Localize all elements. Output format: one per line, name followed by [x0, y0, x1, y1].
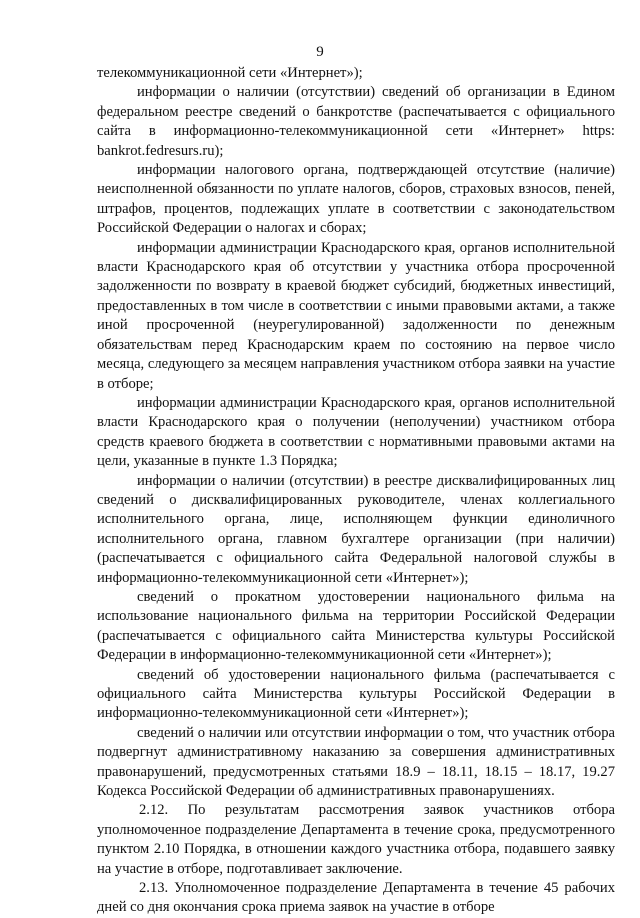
paragraph-bankruptcy-registry: информации о наличии (отсутствии) сведений об организации в Едином федеральном реестре сведений о банкротстве (распечатывается с официального сайта в информационно-телекоммуникационной сети «Интернет» https: bankrot.fedresurs.ru); [97, 84, 615, 159]
page-number: 9 [316, 44, 324, 60]
paragraph-budget-funds: информации администрации Краснодарского края, органов исполнительной власти Краснодарского края о получении (неполучении) участником отбора средств краевого бюджета в соответствии с нормативными правовыми актами на цели, указанные в пункте 1.3 Порядка; [97, 394, 615, 470]
clause-2-12: 2.12. По результатам рассмотрения заявок участников отбора уполномоченное подразделение Департамента в течение срока, предусмотренного пунктом 2.10 Порядка, в отношении каждого участника отбора, подавшего заявку на участие в отборе, подготавливает заключение. [97, 802, 615, 877]
paragraph-overdue-debt: информации администрации Краснодарского края, органов исполнительной власти Краснодарского края об отсутствии у участника отбора просроченной задолженности по возврату в краевой бюджет субсидий, бюджетных инвестиций, предоставленных в том числе в соответствии с иными правовыми актами, а также иной просроченной (неурегулированной) задолженности по денежным обязательствам перед Краснодарским краем по состоянию на первое число месяца, следующего за месяцем направления участником отбора заявки на участие в отборе; [97, 239, 615, 392]
clause-2-13: 2.13. Уполномоченное подразделение Департамента в течение 45 рабочих дней со дня окончания срока приема заявок на участие в отборе [97, 880, 615, 916]
paragraph-tax-authority: информации налогового органа, подтверждающей отсутствие (наличие) неисполненной обязанности по уплате налогов, сборов, страховых взносов, пеней, штрафов, процентов, подлежащих уплате в соответствии с законодательством Российской Федерации о налогах и сборах; [97, 162, 615, 237]
paragraph-national-film-certificate: сведений об удостоверении национального фильма (распечатывается с официального сайта Министерства культуры Российской Федерации в информационно-телекоммуникационной сети «Интернет»); [97, 666, 615, 722]
paragraph-disqualified-persons: информации о наличии (отсутствии) в реестре дисквалифицированных лиц сведений о дисквалифицированных руководителе, членах коллегиального исполнительного органа, лице, исполняющем функции единоличного исполнительного органа, главном бухгалтере организации (при наличии) (распечатывается с официального сайта Федеральной налоговой службы в информационно-телекоммуникационной сети «Интернет»); [97, 472, 615, 586]
paragraph-administrative-offenses: сведений о наличии или отсутствии информации о том, что участник отбора подвергнут административному наказанию за совершения административных правонарушений, предусмотренных статьями 18.9 – 18.11, 18.15 – 18.17, 19.27 Кодекса Российской Федерации об административных правонарушениях. [97, 724, 615, 800]
paragraph-continuation: телекоммуникационной сети «Интернет»); [97, 65, 363, 81]
document-body [97, 64, 615, 918]
paragraph-distribution-certificate: сведений о прокатном удостоверении национального фильма на использование национального фильма на территории Российской Федерации (распечатывается с официального сайта Министерства культуры Российской Федерации в информационно-телекоммуникационной сети «Интернет»); [97, 588, 615, 664]
